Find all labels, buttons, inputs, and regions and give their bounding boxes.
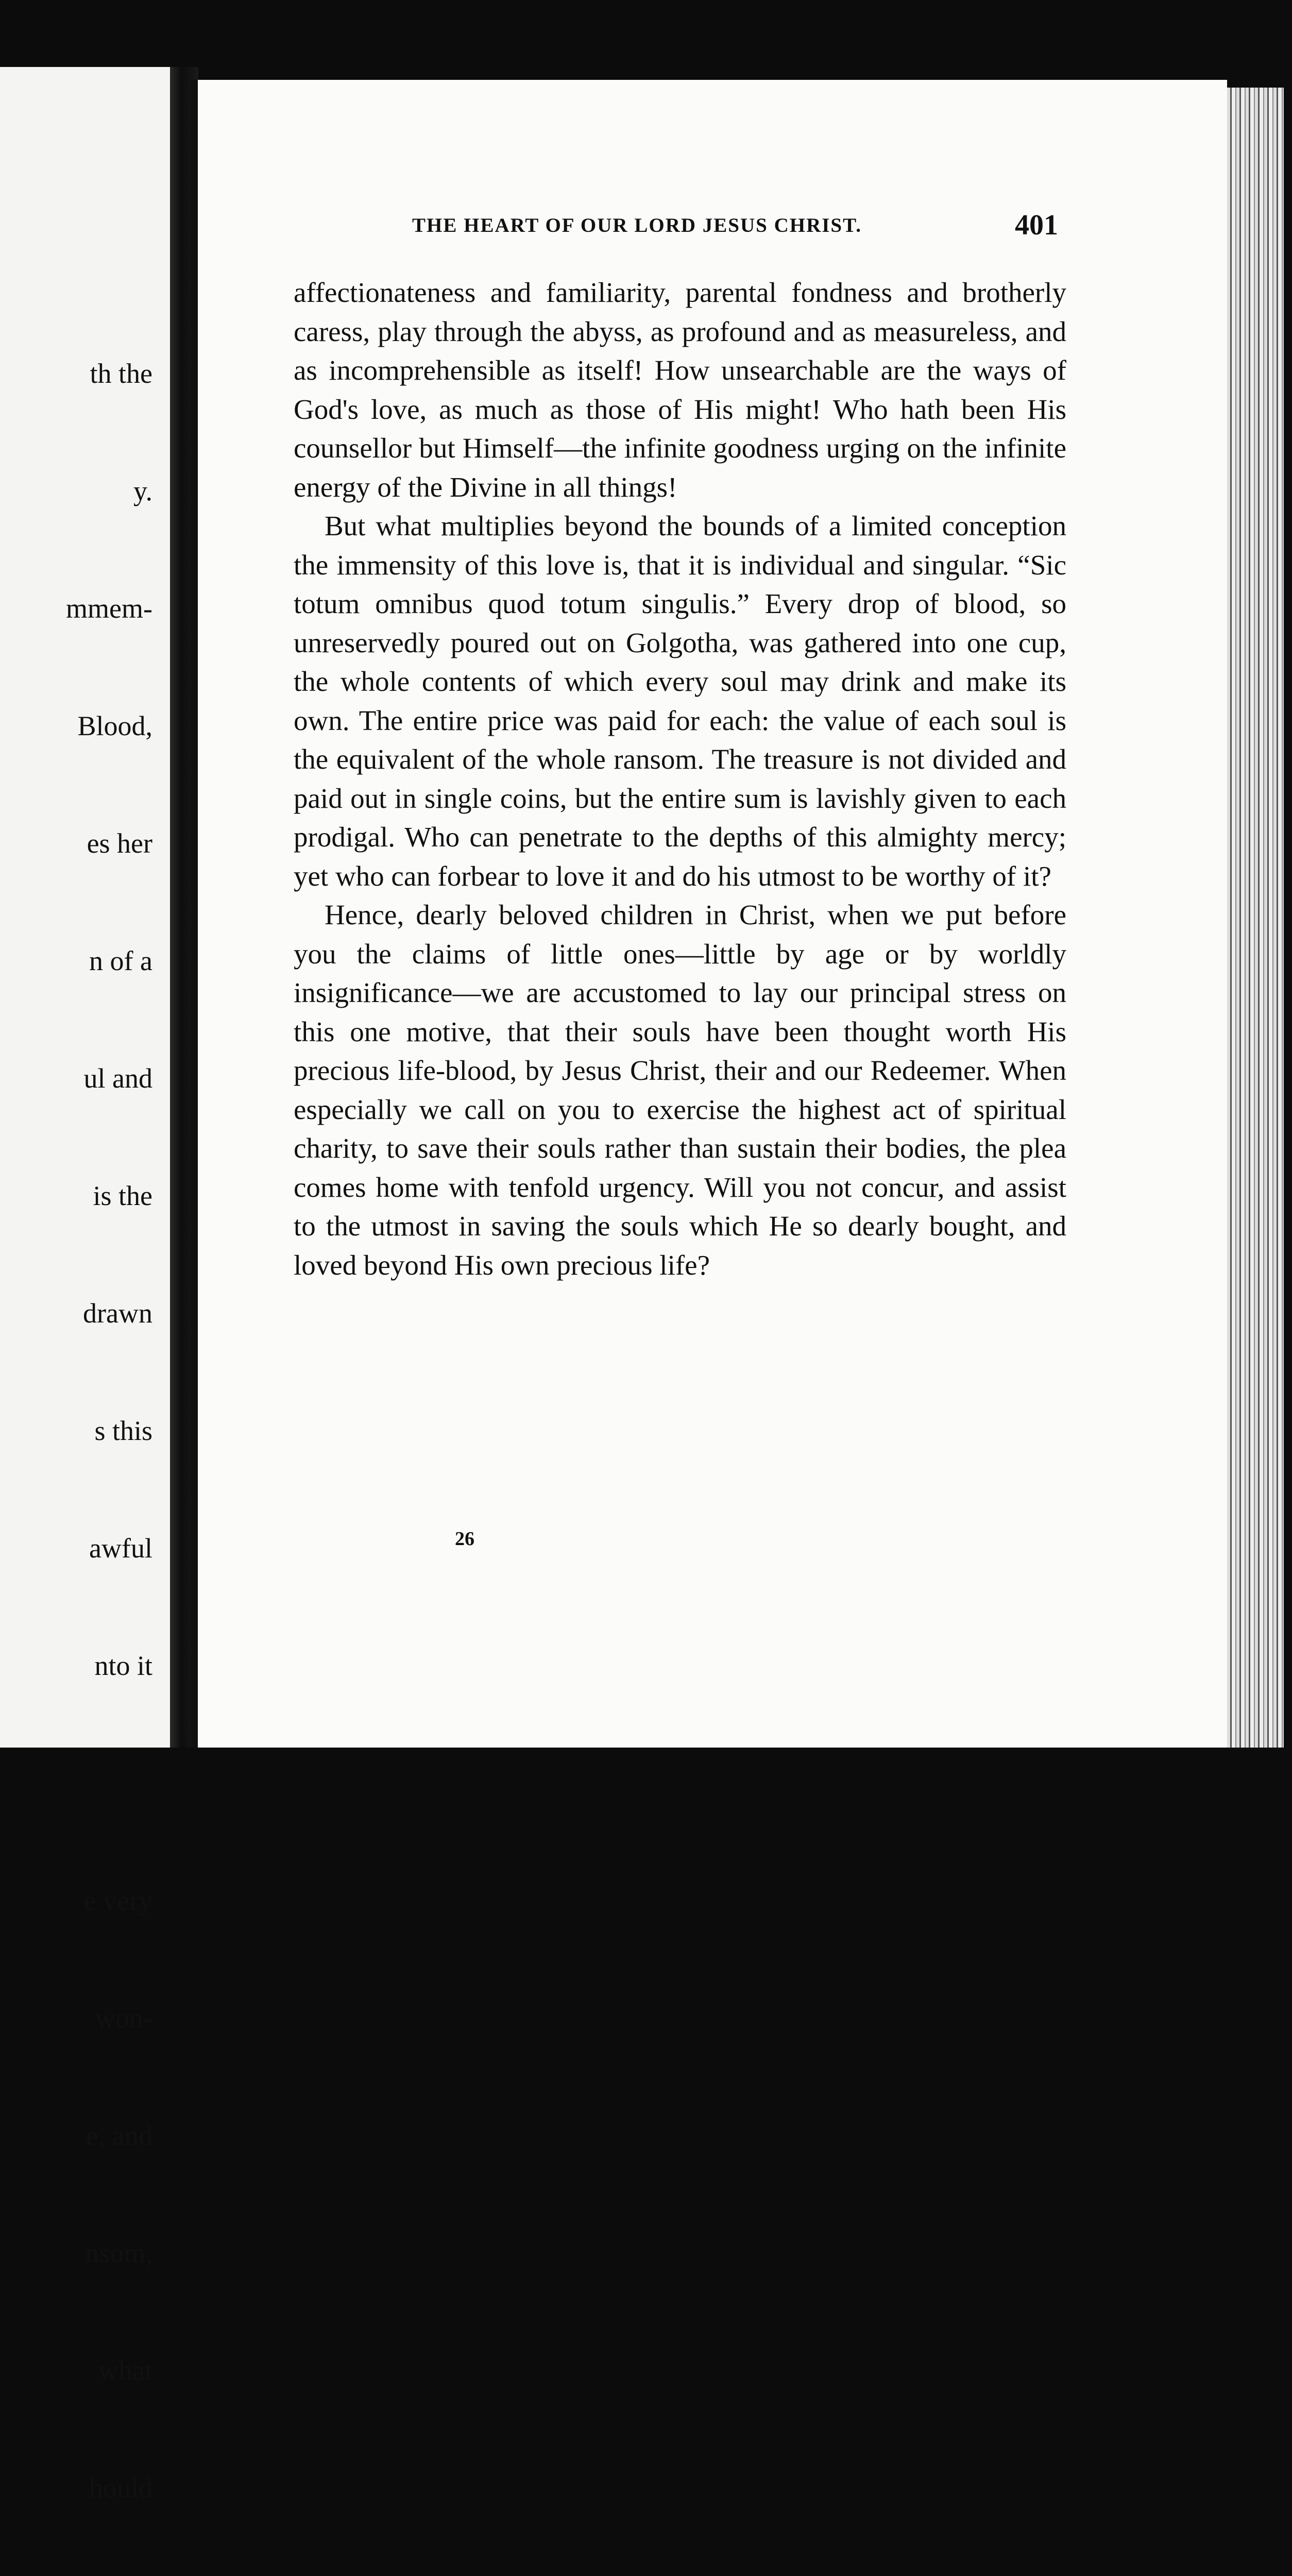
left-fragment: e very: [83, 1885, 152, 1916]
paragraph: Hence, dearly beloved children in Christ, when we put before you the claims of little ones—little by age or by worldly insignificance—we are accustomed to lay our principal stress on this one motive, that their souls have been thought worth His precious life-blood, by Jesus Christ, their and our Redeemer. When especially we call on you to exercise the highest act of spiritual charity, to save their souls rather than sustain their bodies, the plea comes home with tenfold urgency. Will you not concur, and assist to the utmost in saving the souls which He so dearly bought, and loved beyond His own precious life?: [294, 899, 1066, 1281]
left-fragment: won-: [95, 2003, 152, 2033]
left-fragment: awful: [89, 1533, 152, 1564]
left-fragment: es her: [87, 828, 152, 859]
left-fragment: nsom,: [85, 2238, 152, 2268]
left-fragment: is the: [93, 1180, 152, 1211]
left-fragment: hould: [89, 2472, 152, 2503]
left-fragment: drawn: [83, 1298, 152, 1329]
left-fragment: Blood,: [77, 710, 152, 741]
left-fragment: mmem-: [66, 593, 152, 624]
left-fragment: th the: [90, 358, 152, 389]
left-facing-page: [0, 67, 170, 2503]
page-edges-stack: [1227, 88, 1284, 1748]
left-fragment: what: [98, 2355, 152, 2386]
left-fragment: e, and: [86, 2120, 152, 2151]
running-header: THE HEART OF OUR LORD JESUS CHRIST.: [412, 214, 862, 236]
paragraph: affectionateness and familiarity, parental fondness and brotherly caress, play through the abyss, as profound and as measureless, and as incomprehensible as itself! How unsearchable are the ways of God's love, as much as those of His might! Who hath been His counsellor but Himself—the infinite goodness urging on the infinite energy of the Divine in all things!: [294, 277, 1066, 503]
left-fragment: s this: [94, 1415, 152, 1446]
paragraph: But what multiplies beyond the bounds of a limited conception the immensity of this love is, that it is individual and singular. “Sic totum omnibus quod totum singulis.” Every drop of blood, so unreservedly poured out on Golgotha, was gathered into one cup, the whole contents of which every soul may drink and make its own. The entire price was paid for each: the value of each soul is the equivalent of the whole ransom. The treasure is not divided and paid out in single coins, but the entire sum is lavishly given to each prodigal. Who can penetrate to the depths of this almighty mercy; yet who can forbear to love it and do his utmost to be worthy of it?: [294, 510, 1066, 892]
left-fragment: y.: [133, 476, 152, 506]
left-page-text-fragments: [66, 276, 152, 2576]
left-fragment: nto it: [94, 1650, 152, 1681]
body-text: [294, 273, 1066, 1284]
page-number: 401: [1015, 209, 1058, 241]
spine-edge: [191, 80, 198, 1748]
left-fragment: [66, 1764, 152, 1803]
signature-mark: 26: [455, 1528, 474, 1550]
left-fragment: ul and: [83, 1063, 152, 1094]
left-fragment: n of a: [89, 945, 152, 976]
